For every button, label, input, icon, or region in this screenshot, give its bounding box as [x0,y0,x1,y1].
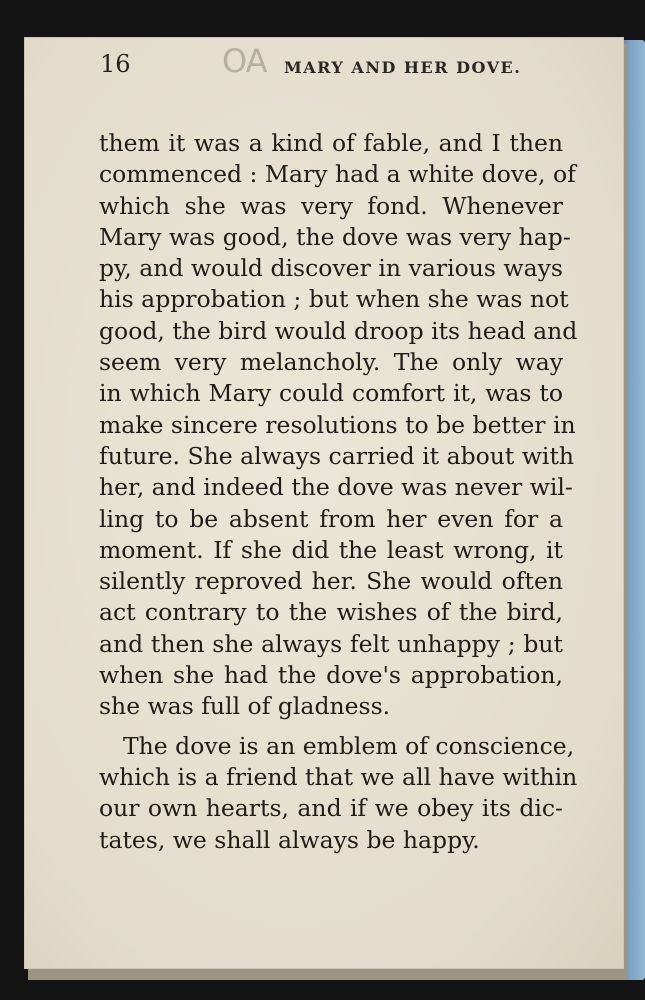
text-line: she was full of gladness. [99,692,391,721]
text-line: Mary was good, the dove was very hap- [99,222,571,251]
text-line: good, the bird would droop its head and [99,316,578,345]
text-line: her, and indeed the dove was never wil- [99,473,573,502]
text-line: silently reproved her. She would often [99,567,563,596]
page-header [76,42,605,90]
pencil-annotation: OA [222,42,267,80]
text-line: them it was a kind of fable, and I then [99,129,563,157]
page-number: 16 [100,50,131,78]
body-text [99,128,578,856]
text-line: and then she always felt unhappy ; but [99,629,563,658]
text-line: his approbation ; but when she was not [99,285,569,314]
text-line: seem very melancholy. The only way [99,348,563,377]
paragraph [99,731,578,856]
paragraph [99,128,578,723]
text-line: which is a friend that we all have within [99,762,578,791]
text-line: py, and would discover in various ways [99,254,563,283]
text-line: future. She always carried it about with [99,441,575,470]
text-line: moment. If she did the least wrong, it [99,535,563,564]
text-line: ling to be absent from her even for a [99,504,563,533]
text-line: in which Mary could comfort it, was to [99,379,563,408]
text-line: commenced : Mary had a white dove, of [99,160,576,189]
text-line: tates, we shall always be happy. [99,825,480,854]
text-line: make sincere resolutions to be better in [99,410,576,439]
running-title: MARY AND HER DOVE. [284,58,522,77]
text-line: act contrary to the wishes of the bird, [99,598,563,627]
text-line: our own hearts, and if we obey its dic- [99,794,563,823]
text-line: The dove is an emblem of conscience, [123,731,575,760]
text-line: which she was very fond. Whenever [99,191,563,220]
text-line: when she had the dove's approbation, [99,661,563,690]
paragraph-gap [99,723,563,731]
